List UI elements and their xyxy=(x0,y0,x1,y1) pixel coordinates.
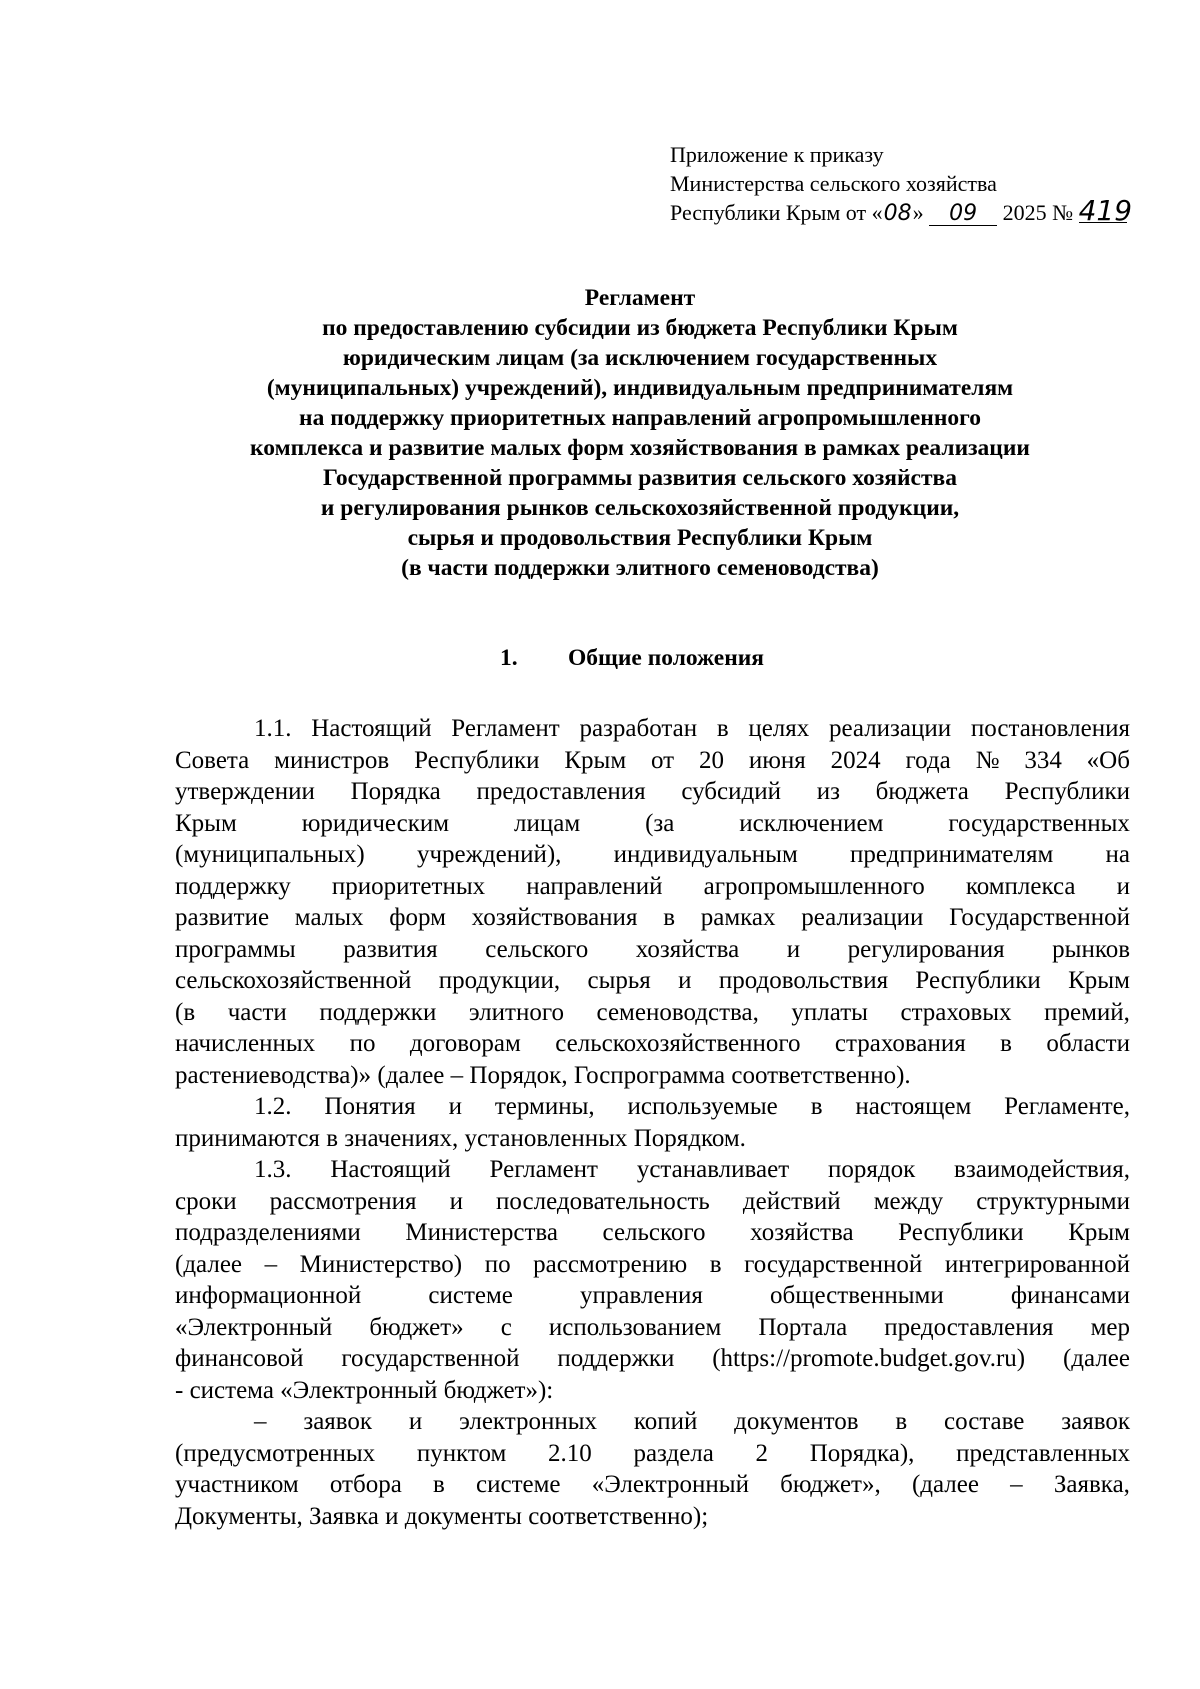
word: уплаты xyxy=(791,998,868,1026)
word: от xyxy=(651,746,675,774)
word: устанавливает xyxy=(636,1156,790,1183)
word: Портала xyxy=(758,1313,848,1341)
word: между xyxy=(873,1187,944,1215)
word: «Электронный xyxy=(591,1471,749,1498)
word: № xyxy=(975,746,1000,774)
word: – xyxy=(1010,1471,1023,1498)
paragraph-line xyxy=(175,1249,1130,1281)
word: учреждений), xyxy=(416,841,562,868)
word: Крым xyxy=(1068,1219,1130,1246)
paragraph-line xyxy=(175,1028,1130,1060)
word: управления xyxy=(580,1282,703,1309)
word: юридическим xyxy=(301,809,450,837)
paragraph-line xyxy=(175,902,1130,934)
word: продовольствия xyxy=(718,967,889,994)
word: сельскохозяйственной xyxy=(175,967,412,994)
section-heading xyxy=(500,645,764,672)
word: бюджет»): xyxy=(443,1376,554,1404)
word: сроки xyxy=(175,1187,237,1215)
word: 2.10 xyxy=(548,1439,592,1467)
section-title: Общие положения xyxy=(568,645,764,671)
word: 1.3. xyxy=(254,1156,292,1183)
word: реализации xyxy=(801,904,924,931)
word: из xyxy=(816,778,840,805)
word: принимаются xyxy=(175,1124,327,1152)
word: Госпрограмма xyxy=(573,1061,732,1089)
word: Регламенте, xyxy=(1004,1093,1130,1120)
paragraph-line xyxy=(175,1406,1130,1438)
word: приоритетных xyxy=(331,872,486,900)
word: финансами xyxy=(1010,1282,1130,1309)
word: и xyxy=(1116,872,1130,900)
word: Порядок, xyxy=(469,1061,574,1089)
handwritten-date-day: 08 xyxy=(883,201,912,226)
body-text xyxy=(175,713,1130,1532)
word: документов xyxy=(734,1408,859,1435)
header-line-3-prefix: Республики Крым от « xyxy=(670,200,883,225)
paragraph-line xyxy=(175,1186,1130,1218)
word: 1.2. xyxy=(254,1093,292,1120)
word: в xyxy=(810,1093,823,1120)
word: развития xyxy=(343,935,438,963)
word: электронных xyxy=(459,1408,598,1435)
word: (https://promote.budget.gov.ru) xyxy=(712,1345,1026,1372)
word: целях xyxy=(748,715,810,742)
handwritten-date-month: 09 xyxy=(929,203,997,226)
word: порядок xyxy=(827,1156,916,1183)
word: заявок xyxy=(303,1408,373,1435)
word: года xyxy=(905,746,951,774)
title-line: и регулирования рынков сельскохозяйственной продукции, xyxy=(320,495,960,521)
paragraph-line xyxy=(175,997,1130,1029)
word: и xyxy=(449,1187,463,1215)
word: развитие xyxy=(175,904,270,931)
word: Министерство) xyxy=(299,1250,463,1278)
word: системе xyxy=(476,1471,561,1498)
paragraph-line xyxy=(175,965,1130,997)
word: в xyxy=(433,1471,445,1498)
word: Настоящий xyxy=(311,715,432,742)
word: и xyxy=(786,935,801,963)
word: регулирования xyxy=(847,935,1005,963)
word: общественными xyxy=(769,1282,944,1309)
word: 2024 xyxy=(830,746,881,774)
word: Республики xyxy=(1004,778,1130,805)
word: по xyxy=(484,1250,511,1278)
paragraph-line xyxy=(175,1438,1130,1470)
word: постановления xyxy=(970,715,1130,742)
paragraph-line xyxy=(175,1469,1130,1501)
word: подразделениями xyxy=(175,1219,361,1246)
title-line: сырья и продовольствия Республики Крым xyxy=(407,525,873,551)
word: бюджет» xyxy=(369,1313,464,1341)
word: составе xyxy=(944,1408,1025,1435)
word: настоящем xyxy=(855,1093,972,1120)
word: премий, xyxy=(1044,998,1130,1026)
paragraph-line xyxy=(175,934,1130,966)
word: сельского xyxy=(485,935,589,963)
paragraph-line xyxy=(175,871,1130,903)
word: на xyxy=(1105,841,1130,868)
word: государственных xyxy=(948,809,1130,837)
word: направлений xyxy=(526,872,663,900)
word: «Электронный xyxy=(175,1313,333,1341)
word: форм xyxy=(389,904,446,931)
word: по xyxy=(349,1030,376,1057)
word: Документы, xyxy=(175,1502,310,1530)
paragraph-line xyxy=(175,839,1130,871)
word: государственной xyxy=(744,1250,923,1278)
paragraph-line xyxy=(175,713,1130,745)
word: система xyxy=(189,1376,281,1404)
word: Заявка xyxy=(309,1502,386,1530)
word: агропромышленного xyxy=(703,872,925,900)
section-number: 1. xyxy=(500,645,518,671)
word: поддержку xyxy=(175,872,291,900)
word: договорам xyxy=(409,1030,521,1057)
word: – xyxy=(254,1408,267,1435)
word: использованием xyxy=(548,1313,722,1341)
paragraph-line xyxy=(175,1312,1130,1344)
paragraph-line xyxy=(175,1060,1130,1092)
word: рынков xyxy=(1052,935,1130,963)
word: взаимодействия, xyxy=(954,1156,1130,1183)
word: (за xyxy=(645,809,675,837)
paragraph-line xyxy=(175,1375,1130,1407)
word: Регламент xyxy=(451,715,560,742)
word: Республики xyxy=(414,746,540,774)
word: рассмотрению xyxy=(533,1250,688,1278)
word: финансовой xyxy=(175,1345,304,1372)
word: рассмотрения xyxy=(269,1187,417,1215)
word: поддержки xyxy=(557,1345,675,1372)
word: 334 xyxy=(1024,746,1062,774)
word: Настоящий xyxy=(330,1156,451,1183)
word: бюджет», xyxy=(780,1471,881,1498)
header-year: 2025 № xyxy=(1002,200,1074,225)
word: копий xyxy=(633,1408,698,1435)
word: Заявка, xyxy=(1053,1471,1130,1498)
word: хозяйства xyxy=(635,935,740,963)
word: документы xyxy=(404,1502,529,1530)
word: заявок xyxy=(1061,1408,1130,1435)
word: интегрированной xyxy=(944,1250,1130,1278)
paragraph-line xyxy=(175,1123,1130,1155)
word: и xyxy=(385,1502,405,1530)
word: участником xyxy=(175,1471,299,1498)
word: предоставления xyxy=(476,778,646,805)
word: – xyxy=(264,1250,278,1278)
word: Крым xyxy=(564,746,627,774)
word: «Об xyxy=(1086,746,1130,774)
word: рамках xyxy=(700,904,776,931)
word: (далее xyxy=(175,1250,243,1278)
word: лицам xyxy=(514,809,581,837)
word: в xyxy=(716,715,729,742)
word: части xyxy=(227,998,287,1026)
word: Порядком. xyxy=(633,1124,746,1152)
title-line: Государственной программы развития сельского хозяйства xyxy=(323,465,957,491)
word: термины, xyxy=(494,1093,595,1120)
word: хозяйствования xyxy=(471,904,638,931)
word: страховых xyxy=(900,998,1012,1026)
quote-close: » xyxy=(912,200,924,225)
word: в xyxy=(895,1408,908,1435)
word: индивидуальным xyxy=(613,841,798,868)
word: (далее xyxy=(1062,1345,1130,1372)
word: в xyxy=(709,1250,722,1278)
word: сельскохозяйственного xyxy=(555,1030,801,1057)
word: Понятия xyxy=(324,1093,416,1120)
word: Республики xyxy=(898,1219,1024,1246)
word: структурными xyxy=(976,1187,1130,1215)
word: государственной xyxy=(341,1345,520,1372)
word: (далее xyxy=(377,1061,451,1089)
paragraph-line xyxy=(175,1343,1130,1375)
word: системе xyxy=(428,1282,513,1309)
word: соответственно); xyxy=(528,1502,709,1530)
paragraph-line xyxy=(175,1217,1130,1249)
word: (далее xyxy=(911,1471,979,1498)
order-appendix-header xyxy=(670,140,1170,228)
document-title xyxy=(160,283,1120,583)
word: Крым xyxy=(175,809,237,837)
paragraph-line xyxy=(175,1154,1130,1186)
word: поддержки xyxy=(319,998,437,1026)
handwritten-order-number: 419 xyxy=(1078,194,1133,227)
paragraph-line xyxy=(175,808,1130,840)
word: субсидий xyxy=(681,778,781,805)
word: представленных xyxy=(956,1439,1130,1467)
word: и xyxy=(448,1093,462,1120)
word: реализации xyxy=(828,715,952,742)
word: утверждении xyxy=(175,778,315,805)
word: хозяйства xyxy=(750,1219,854,1246)
word: в xyxy=(663,904,675,931)
header-line-3 xyxy=(670,194,1170,228)
word: в xyxy=(326,1124,345,1152)
word: Порядка xyxy=(350,778,441,805)
word: (в xyxy=(175,998,196,1026)
word: Крым xyxy=(1068,967,1130,994)
word: июня xyxy=(748,746,806,774)
title-line: Регламент xyxy=(584,285,696,311)
word: отбора xyxy=(329,1471,402,1498)
title-line: по предоставлению субсидии из бюджета Республики Крым xyxy=(322,315,958,341)
word: раздела xyxy=(633,1439,714,1467)
title-line: на поддержку приоритетных направлений агропромышленного xyxy=(299,405,981,431)
word: и xyxy=(678,967,692,994)
word: растениеводства)» xyxy=(175,1061,378,1089)
word: Регламент xyxy=(489,1156,598,1183)
word: страхования xyxy=(834,1030,966,1057)
word: (предусмотренных xyxy=(175,1439,376,1467)
word: 1.1. xyxy=(254,715,292,742)
word: исключением xyxy=(739,809,884,837)
title-line: юридическим лицам (за исключением государственных xyxy=(342,345,938,371)
word: используемые xyxy=(627,1093,778,1120)
word: в xyxy=(1000,1030,1012,1057)
word: бюджета xyxy=(875,778,969,805)
word: 20 xyxy=(698,746,724,774)
word: (муниципальных) xyxy=(175,841,365,868)
paragraph-line xyxy=(175,1091,1130,1123)
title-line: комплекса и развитие малых форм хозяйствования в рамках реализации xyxy=(250,435,1030,461)
word: области xyxy=(1046,1030,1130,1057)
word: сырья xyxy=(587,967,651,994)
word: «Электронный xyxy=(280,1376,444,1404)
word: соответственно). xyxy=(731,1061,911,1089)
word: последовательность xyxy=(496,1187,710,1215)
word: малых xyxy=(294,904,364,931)
word: начисленных xyxy=(175,1030,316,1057)
header-line-2: Министерства сельского хозяйства xyxy=(670,171,997,196)
word: программы xyxy=(175,935,296,963)
header-line-1: Приложение к приказу xyxy=(670,142,884,167)
word: Порядка), xyxy=(809,1439,915,1467)
word: сельского xyxy=(602,1219,706,1246)
word: и xyxy=(408,1408,423,1435)
word: министров xyxy=(274,746,390,774)
word: предпринимателям xyxy=(850,841,1054,868)
paragraph-line xyxy=(175,776,1130,808)
word: действий xyxy=(742,1187,841,1215)
word: пунктом xyxy=(416,1439,507,1467)
word: – xyxy=(450,1061,470,1089)
word: семеноводства, xyxy=(596,998,759,1026)
word: значениях, xyxy=(344,1124,465,1152)
paragraph-line xyxy=(175,745,1130,777)
word: Государственной xyxy=(949,904,1130,931)
word: установленных xyxy=(464,1124,634,1152)
word: - xyxy=(175,1376,190,1404)
paragraph-line xyxy=(175,1501,1130,1533)
word: комплекса xyxy=(965,872,1076,900)
word: 2 xyxy=(755,1439,769,1467)
paragraph-line xyxy=(175,1280,1130,1312)
word: разработан xyxy=(579,715,698,742)
word: предоставления xyxy=(884,1313,1054,1341)
word: мер xyxy=(1090,1313,1130,1341)
word: с xyxy=(500,1313,512,1341)
title-line: (в части поддержки элитного семеноводства) xyxy=(401,555,879,581)
word: Республики xyxy=(915,967,1041,994)
word: Министерства xyxy=(405,1219,558,1246)
word: элитного xyxy=(468,998,564,1026)
word: Совета xyxy=(175,746,250,774)
title-line: (муниципальных) учреждений), индивидуальным предпринимателям xyxy=(266,375,1014,401)
word: информационной xyxy=(175,1282,362,1309)
word: продукции, xyxy=(438,967,561,994)
